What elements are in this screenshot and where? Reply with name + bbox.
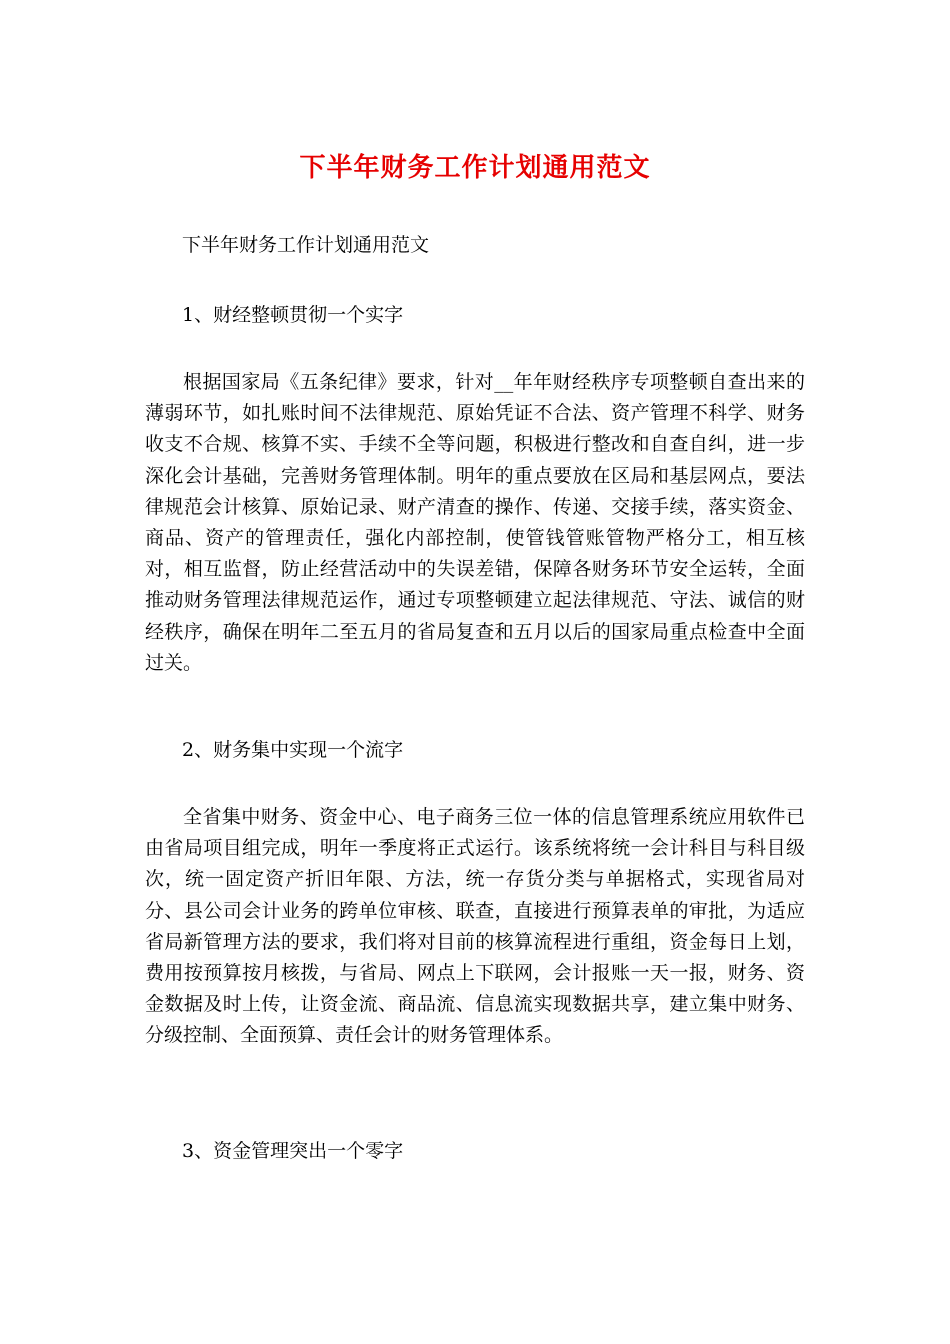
section-3-heading: 3、资金管理突出一个零字 xyxy=(182,1140,404,1162)
section-1-heading: 1、财经整顿贯彻一个实字 xyxy=(182,304,404,326)
section-1-body: 根据国家局《五条纪律》要求，针对__年年财经秩序专项整顿自查出来的薄弱环节，如扎账时间不法律规范、原始凭证不合法、资产管理不科学、财务收支不合规、核算不实、手续不全等问题，积极进行整改和自查自纠，进一步深化会计基础，完善财务管理体制。明年的重点要放在区局和基层网点，要法律规范会计核算、原始记录、财产清查的操作、传递、交接手续，落实资金、商品、资产的管理责任，强化内部控制，使管钱管账管物严格分工，相互核对，相互监督，防止经营活动中的失误差错，保障各财务环节安全运转，全面推动财务管理法律规范运作，通过专项整顿建立起法律规范、守法、诚信的财经秩序，确保在明年二至五月的省局复查和五月以后的国家局重点检查中全面过关。 xyxy=(145,371,805,674)
section-2-body: 全省集中财务、资金中心、电子商务三位一体的信息管理系统应用软件已由省局项目组完成，明年一季度将正式运行。该系统将统一会计科目与科目级次，统一固定资产折旧年限、方法，统一存货分类与单据格式，实现省局对分、县公司会计业务的跨单位审核、联查，直接进行预算表单的审批，为适应省局新管理方法的要求，我们将对目前的核算流程进行重组，资金每日上划，费用按预算按月核拨，与省局、网点上下联网，会计报账一天一报，财务、资金数据及时上传，让资金流、商品流、信息流实现数据共享，建立集中财务、分级控制、全面预算、责任会计的财务管理体系。 xyxy=(145,806,805,1047)
document-subtitle: 下半年财务工作计划通用范文 xyxy=(182,234,430,256)
section-2-heading: 2、财务集中实现一个流字 xyxy=(182,739,404,761)
document-title: 下半年财务工作计划通用范文 xyxy=(299,153,651,183)
